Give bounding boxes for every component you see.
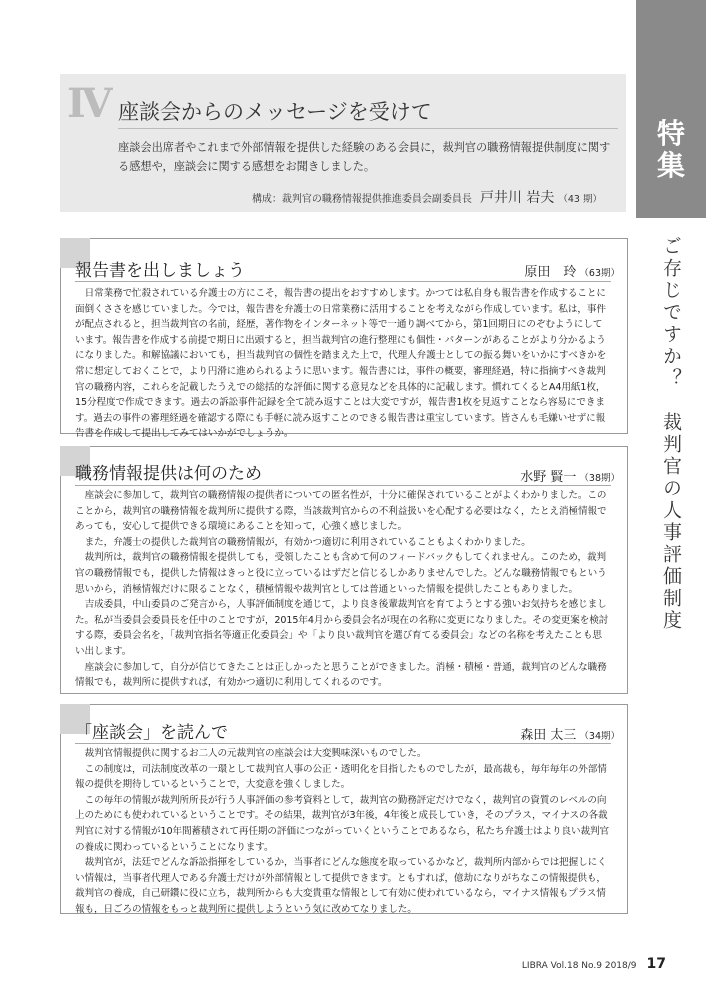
byline-term: （43 期） — [558, 194, 602, 205]
paragraph: 日常業務で忙殺されている弁護士の方にこそ，報告書の提出をおすすめします。かつては私自身も報告書を作成することに面倒くささを感じていました。今では，報告書を弁護士の日常業務に活用することを考えながら作成しています。私は，事件が配点されると，担当裁判官の名前，経歴，著作物をインターネット等で一通り調べてから，第1回期日にのぞむようにしています。報告書を作成する前提で期日に出頭すると，担当裁判官の進行整理にも個性・パターンがあることがより分かるようになりました。和解協議においても，担当裁判官の個性を踏まえた上で，代理人弁護士としての振る舞いをいかにすべきかを常に想定しておくことで，より円滑に進められるように思います。報告書には，事件の概要，審理経過，特に指摘すべき裁判官の職務内容，これらを記載したうえでの総括的な評価に関する意見などを具体的に記載します。慣れてくるとA4用紙1枚，15分程度で作成できます。過去の訴訟事件記録を全て読み返すことは大変ですが，報告書1枚を見返すことなら容易にできます。過去の事件の審理経過を確認する際にも手軽に読み返すことのできる報告書は重宝しています。皆さんも毛嫌いせずに報告書を作成して提出してみてはいかがでしょうか。 — [75, 288, 607, 440]
section-body — [75, 746, 611, 918]
byline-name: 戸井川 岩夫 — [479, 190, 555, 206]
byline-role: 構成：裁判官の職務情報提供推進委員会副委員長 — [251, 194, 472, 205]
feature-vertical-title: ご存じですか？ 裁判官の人事評価制度 — [660, 236, 682, 632]
journal-info: LIBRA Vol.18 No.9 2018/9 — [521, 961, 637, 971]
section-author: 水野 賢一 （38期） — [520, 470, 620, 485]
section-title: 職務情報提供は何のため — [75, 464, 262, 484]
section-title: 報告書を出しましょう — [75, 261, 245, 281]
paragraph: 座談会に参加して，裁判官の職務情報の提供者についての匿名性が，十分に確保されていることがよくわかりました。このことから，裁判官の職務情報を裁判所に提供する際，当該裁判官からの不利益扱いを心配する必要はなく，たとえ消極情報であっても，安心して提供できる環境にあることを知って，心強く感じました。 — [75, 490, 607, 533]
section-author: 森田 太三 （34期） — [520, 728, 620, 743]
section-title-rule — [75, 743, 611, 744]
paragraph: 裁判官情報提供に関するお二人の元裁判官の座談会は大変興味深いものでした。 — [84, 748, 427, 759]
chapter-lead: 座談会出席者やこれまで外部情報を提供した経験のある会員に，裁判官の職務情報提供制度に関する感想や，座談会に関する感想をお聞きしました。 — [118, 141, 611, 173]
chapter-numeral: Ⅳ — [67, 80, 111, 127]
chapter-title: 座談会からのメッセージを受けて — [118, 100, 432, 124]
paragraph: 裁判官が，法廷でどんな訴訟指揮をしているか，当事者にどんな態度を取っているかなど，裁判所内部からでは把握しにくい情報は，当事者代理人である弁護士だけが外部情報として提供できます。ともすれば，億劫になりがちなこの情報提供も，裁判官の養成，自己研鑽に役に立ち，裁判所からも大変貴重な情報として有効に使われているなら，マイナス情報もプラス情報も，日ごろの情報をもっと裁判所に提供しようという気に改めてなりました。 — [75, 857, 607, 915]
section-body — [75, 286, 611, 442]
section-body — [75, 488, 611, 691]
paragraph: 吉成委員，中山委員のご発言から，人事評価制度を通じて，より良き後輩裁判官を育てようとする強いお気持ちを感じました。私が当委員会委員長を任中のことですが，2015年4月から委員会名が現在の名称に変更になりました。その変更案を検討する際，委員会名を，「裁判官指名等適正化委員会」や「より良い裁判官を選び育てる委員会」などの名称を考えたことも思い出します。 — [75, 599, 609, 657]
paragraph: この制度は，司法制度改革の一環として裁判官人事の公正・透明化を目指したものでしたが，最高裁も，毎年毎年の外部情報の提供を期待しているということで，大変意を強くしました。 — [75, 763, 607, 791]
section-title: 「座談会」を読んで — [75, 723, 228, 743]
chapter-title-rule — [118, 128, 618, 129]
section-title-rule — [75, 485, 611, 486]
paragraph: 裁判所は，裁判官の職務情報を提供しても，受領したことも含めて何のフィードバックもしてくれません。このため，裁判官の職務情報でも，提供した情報はきっと役に立っているはずだと信じるしかありませんでした。どんな職務情報でもという思いから，消極情報だけに限ることなく，積極情報や裁判官としては普通といった情報を提供したこともありました。 — [75, 552, 607, 595]
feature-side-tab — [636, 0, 706, 218]
paragraph: 座談会に参加して，自分が信じてきたことは正しかったと思うことができました。消極・積極・普通，裁判官のどんな職務情報でも，裁判所に提供すれば，有効かつ適切に利用してくれるのです。 — [75, 661, 607, 689]
page-footer — [522, 956, 666, 972]
feature-label: 特 集 — [656, 117, 685, 182]
paragraph: また，弁護士の提供した裁判官の職務情報が，有効かつ適切に利用されていることもよくわかりました。 — [84, 536, 531, 548]
chapter-byline — [252, 187, 602, 207]
paragraph: この毎年の情報が裁判所所長が行う人事評価の参考資料として，裁判官の勤務評定だけでなく，裁判官の資質のレベルの向上のためにも使われているということです。その結果，裁判官が3年後，4年後と成長していき，そのプラス，マイナスの各裁判官に対する情報が10年間蓄積されて再任期の評価につながっていくということであるなら，私たち弁護士はより良い裁判官の養成に関わっているということになります。 — [75, 794, 609, 853]
page-number: 17 — [646, 956, 666, 972]
section-title-rule — [75, 281, 611, 282]
section-author: 原田 玲 （63期） — [524, 265, 620, 280]
